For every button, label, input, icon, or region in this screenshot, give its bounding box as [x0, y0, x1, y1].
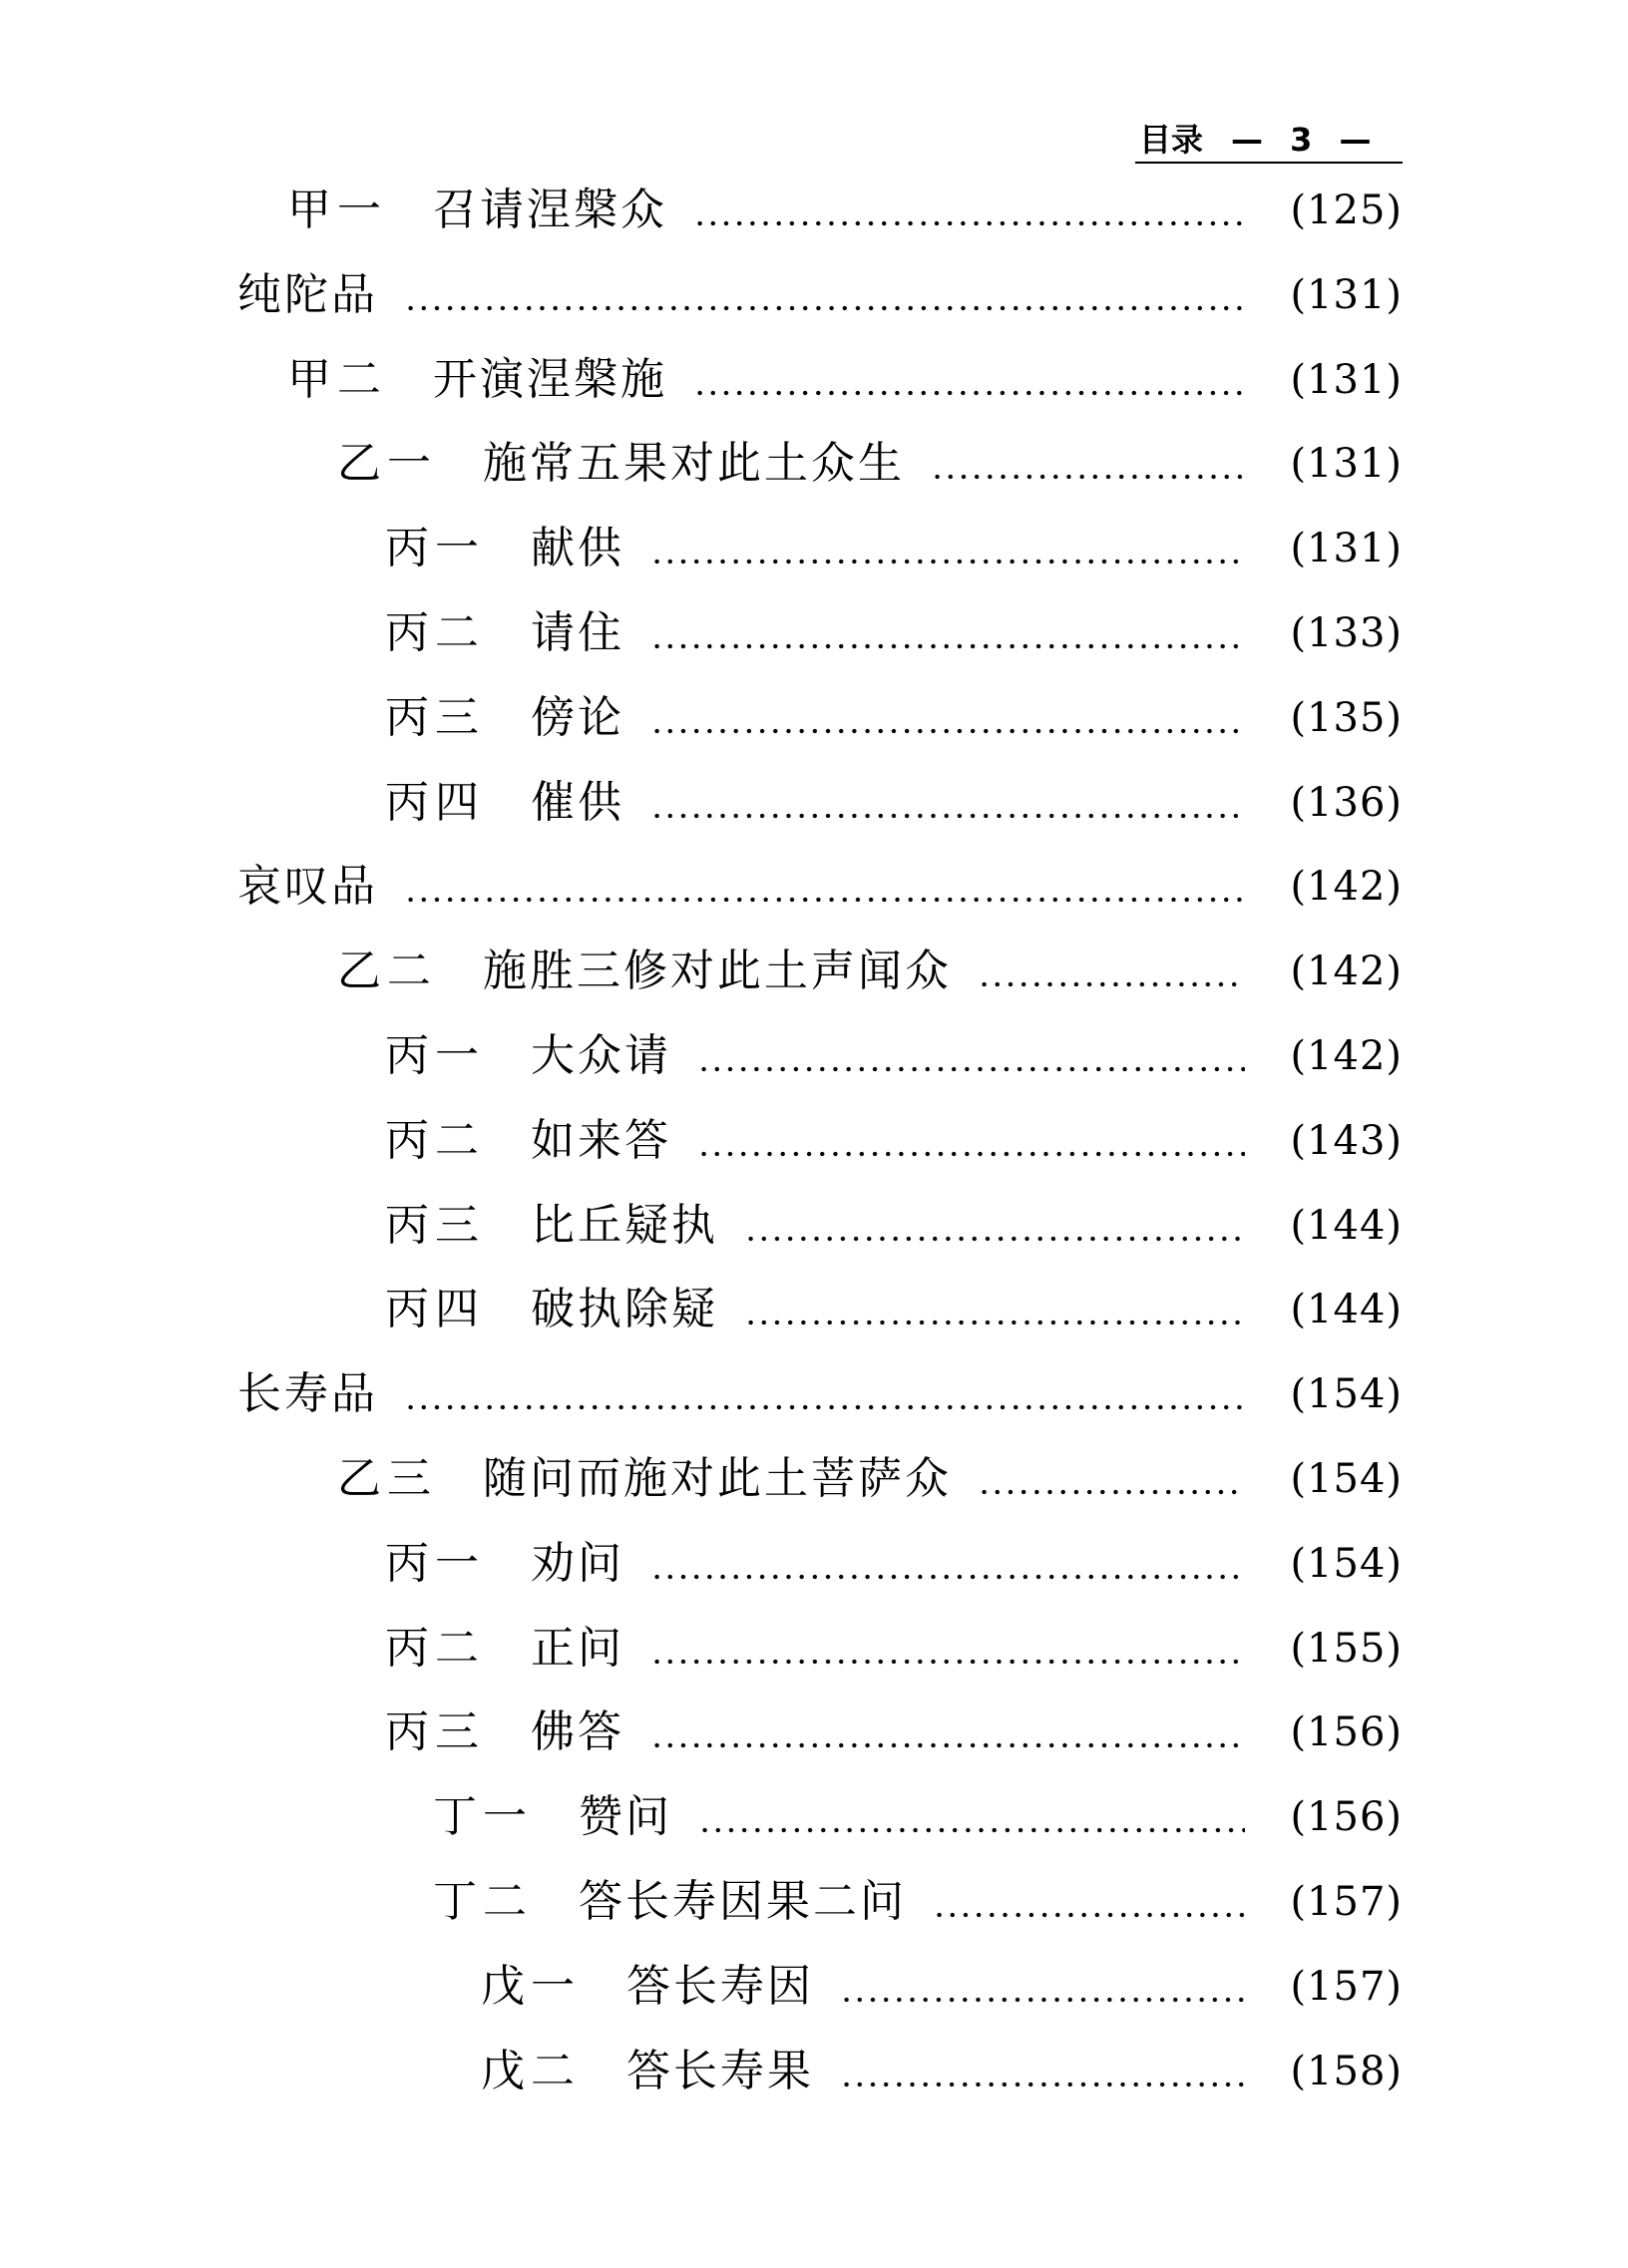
- toc-entry-number: 丙三: [385, 1199, 485, 1251]
- toc-entry[interactable]: [0, 678, 1628, 758]
- toc-entry[interactable]: [0, 932, 1628, 1011]
- toc-dot-leader: [697, 1101, 1245, 1181]
- toc-entry-number: 丙四: [385, 1284, 485, 1335]
- toc-entry-title: 如来答: [531, 1114, 671, 1166]
- toc-entry-title: 大众请: [531, 1030, 671, 1081]
- toc-dot-leader: [693, 340, 1245, 420]
- toc-entry-title: 施胜三修对此土声闻众: [483, 945, 952, 997]
- header-label: 目录: [1139, 121, 1204, 159]
- toc-dot-leader: [978, 932, 1245, 1011]
- toc-entry-number: 丙三: [385, 1706, 485, 1758]
- toc-entry-page: (133): [1290, 610, 1403, 656]
- toc-entry-number: 丁二: [433, 1876, 533, 1927]
- toc-entry-page: (131): [1290, 526, 1403, 572]
- toc-dot-leader: [404, 847, 1245, 927]
- toc-entry-number: 甲一: [287, 185, 387, 235]
- toc-entry[interactable]: [0, 1947, 1628, 2027]
- toc-dot-leader: [933, 1862, 1245, 1942]
- toc-entry[interactable]: [0, 1101, 1628, 1181]
- toc-entry-title: 纯陀品: [237, 268, 378, 320]
- toc-dot-leader: [840, 1947, 1245, 2027]
- toc-entry[interactable]: [0, 424, 1628, 504]
- toc-entry-title: 劝问: [531, 1537, 624, 1589]
- toc-entry-number: 丁一: [433, 1791, 533, 1843]
- toc-entry-title: 施常五果对此土众生: [483, 438, 905, 490]
- toc-entry-page: (157): [1290, 1879, 1403, 1925]
- toc-entry-title: 答长寿果: [626, 2045, 814, 2096]
- toc-entry-number: 甲二: [287, 353, 387, 405]
- toc-entry[interactable]: [0, 763, 1628, 843]
- toc-dot-leader: [978, 1439, 1245, 1519]
- toc-entry-page: (125): [1290, 188, 1403, 233]
- toc-entry-title: 破执除疑: [531, 1284, 718, 1335]
- toc-entry-page: (143): [1290, 1117, 1403, 1164]
- toc-entry-number: 丙二: [385, 1114, 485, 1166]
- toc-entry[interactable]: [0, 1524, 1628, 1604]
- toc-entry-page: (154): [1290, 1540, 1403, 1587]
- toc-entry-page: (142): [1290, 1033, 1403, 1079]
- toc-entry-page: (144): [1290, 1287, 1403, 1333]
- toc-entry-title: 答长寿因果二问: [579, 1876, 907, 1927]
- toc-entry-page: (158): [1290, 2048, 1403, 2094]
- toc-entry-page: (157): [1290, 1963, 1403, 2010]
- toc-dot-leader: [693, 171, 1245, 250]
- toc-dot-leader: [698, 1777, 1245, 1857]
- toc-entry-page: (154): [1290, 1456, 1403, 1502]
- toc-dot-leader: [840, 2032, 1245, 2111]
- toc-dot-leader: [650, 678, 1245, 758]
- toc-dot-leader: [650, 509, 1245, 588]
- toc-entry[interactable]: [0, 1693, 1628, 1772]
- toc-entry-page: (156): [1290, 1709, 1403, 1756]
- toc-entry-number: 丙三: [385, 691, 485, 743]
- toc-entry[interactable]: [0, 340, 1628, 420]
- toc-entry-title: 傍论: [531, 691, 624, 743]
- toc-entry-page: (131): [1290, 271, 1403, 318]
- toc-dot-leader: [404, 255, 1245, 335]
- toc-entry-title: 佛答: [531, 1706, 624, 1758]
- toc-entry[interactable]: [0, 1016, 1628, 1096]
- toc-entry-number: 丙一: [385, 1537, 485, 1589]
- toc-entry[interactable]: [0, 1439, 1628, 1519]
- toc-entry-title: 开演涅槃施: [433, 353, 667, 405]
- toc-entry-page: (144): [1290, 1202, 1403, 1249]
- toc-dot-leader: [650, 1609, 1245, 1689]
- toc-entry-page: (156): [1290, 1794, 1403, 1841]
- toc-entry-title: 赞问: [579, 1791, 672, 1843]
- toc-entry-number: 丙一: [385, 1030, 485, 1081]
- toc-entry-number: 丙四: [385, 776, 485, 828]
- toc-dot-leader: [744, 1270, 1245, 1349]
- toc-entry-number: 乙一: [337, 438, 437, 490]
- toc-dot-leader: [650, 593, 1245, 673]
- toc-dot-leader: [650, 763, 1245, 843]
- toc-entry[interactable]: [0, 255, 1628, 335]
- toc-entry[interactable]: [0, 1354, 1628, 1434]
- toc-entry-page: (142): [1290, 948, 1403, 995]
- toc-entry-title: 请住: [531, 607, 624, 658]
- toc-dot-leader: [650, 1693, 1245, 1772]
- toc-entry[interactable]: [0, 171, 1628, 250]
- toc-entry[interactable]: [0, 2032, 1628, 2111]
- toc-entry-number: 乙二: [337, 945, 437, 997]
- toc-entry-title: 长寿品: [237, 1368, 378, 1420]
- toc-dot-leader: [650, 1524, 1245, 1604]
- toc-entry-number: 丙一: [385, 523, 485, 574]
- toc-entry-number: 丙二: [385, 607, 485, 658]
- toc-dot-leader: [697, 1016, 1245, 1096]
- toc-entry-title: 召请涅槃众: [433, 185, 667, 235]
- toc-entry-title: 随问而施对此土菩萨众: [483, 1453, 952, 1504]
- toc-entry[interactable]: [0, 1270, 1628, 1349]
- toc-entry[interactable]: [0, 1186, 1628, 1266]
- toc-dot-leader: [744, 1186, 1245, 1266]
- toc-entry-page: (142): [1290, 864, 1403, 911]
- toc-entry-number: 丙二: [385, 1622, 485, 1674]
- toc-entry-title: 哀叹品: [237, 861, 378, 913]
- toc-entry-title: 催供: [531, 776, 624, 828]
- toc-entry[interactable]: [0, 509, 1628, 588]
- running-header: [1135, 118, 1403, 164]
- toc-entry-page: (131): [1290, 441, 1403, 488]
- toc-entry-title: 献供: [531, 523, 624, 574]
- toc-entry[interactable]: [0, 593, 1628, 673]
- toc-entry-number: 戊一: [481, 1960, 581, 2012]
- toc-entry[interactable]: [0, 1609, 1628, 1689]
- toc-entry-page: (135): [1290, 694, 1403, 741]
- toc-entry[interactable]: [0, 1777, 1628, 1857]
- toc-entry-page: (155): [1290, 1625, 1403, 1672]
- toc-dot-leader: [931, 424, 1245, 504]
- toc-entry-number: 戊二: [481, 2045, 581, 2096]
- toc-entry-page: (136): [1290, 779, 1403, 826]
- toc-entry-number: 乙三: [337, 1453, 437, 1504]
- toc-entry[interactable]: [0, 1862, 1628, 1942]
- toc-entry[interactable]: [0, 847, 1628, 927]
- toc-dot-leader: [404, 1354, 1245, 1434]
- header-page-number: — 3 —: [1231, 121, 1380, 159]
- toc-entry-title: 答长寿因: [626, 1960, 814, 2012]
- toc-entry-page: (154): [1290, 1371, 1403, 1418]
- toc-entry-title: 正问: [531, 1622, 624, 1674]
- toc-entry-page: (131): [1290, 356, 1403, 403]
- toc-entry-title: 比丘疑执: [531, 1199, 718, 1251]
